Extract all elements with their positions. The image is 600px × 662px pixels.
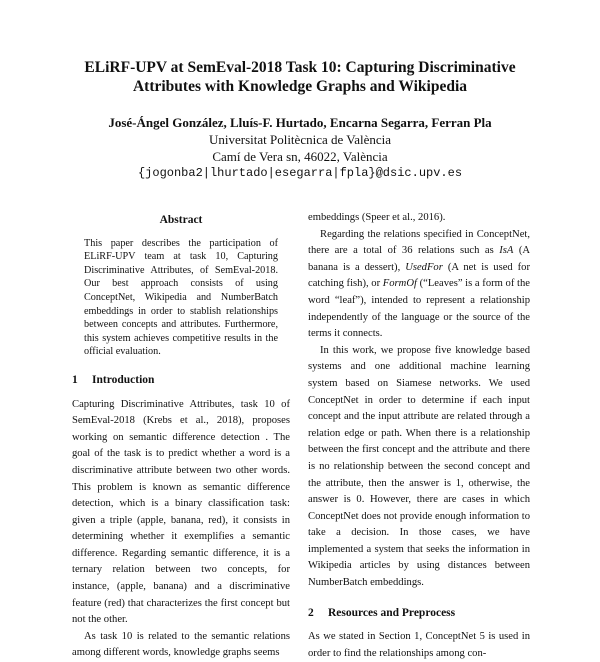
section-number: 2 (308, 606, 314, 619)
abstract-text: This paper describes the participation of ELiRF-UPV team at task 10, Capturing Discriminative Attributes, of SemEval-2018. Our best approach consists of using ConceptNet, Wikipedia and NumberBatch embeddings in order to stablish relationships between concepts and attributes. Furthermore, this system achieves competitive results in the official evaluation. (84, 237, 278, 358)
relations-text-a: Regarding the relations specified in ConceptNet, there are a total of 36 relations such as (308, 228, 530, 257)
right-paragraph-1 (308, 227, 530, 343)
relation-usedfor: UsedFor (405, 261, 443, 273)
title-line-2: Attributes with Knowledge Graphs and Wikipedia (132, 78, 468, 95)
section-number: 1 (72, 373, 78, 386)
section-title: Introduction (92, 373, 155, 386)
title-line-1: ELiRF-UPV at SemEval-2018 Task 10: Capturing Discriminative (84, 59, 516, 76)
abstract-heading: Abstract (159, 214, 203, 226)
author-names: José-Ángel González, Lluís-F. Hurtado, Encarna Segarra, Ferran Pla (108, 115, 492, 130)
paper-title (40, 58, 560, 96)
right-column (308, 210, 530, 662)
author-email: {jogonba2|lhurtado|esegarra|fpla}@dsic.upv.es (137, 166, 463, 180)
relations-text-c: (A net is used for catching fish), or (308, 261, 531, 290)
author-affiliation: Universitat Politècnica de València (208, 132, 392, 147)
author-block (40, 114, 560, 182)
section-heading-introduction (72, 372, 290, 389)
right-paragraph-2: In this work, we propose five knowledge based systems and one additional machine learning system based on Siamese networks. We used ConceptNet in order to determine if each input concept and the input attribute are related through a relation edge or path. When there is a relationship between the first concept and the attribute and there is no relationship between the second concept and the attribute, then the answer is 1, otherwise, the answer is 0. However, there are cases in which ConceptNet does not provide enough information to take a decision. In those cases, we have implemented a system that seeks the information in Wikipedia articles by using distances between NumberBatch embeddings. (308, 344, 530, 589)
relation-isa: IsA (499, 245, 514, 257)
intro-paragraph-1: Capturing Discriminative Attributes, task 10 of SemEval-2018 (Krebs et al., 2018), proposes working on semantic difference detection . The goal of the task is to predict whether a word is a discriminative attribute between two other words. This problem is known as semantic difference detection, which is a binary classification task: given a triple (apple, banana, red), it consists in determining whether it exemplifies a semantic difference. Regarding semantic difference, it is a ternary relation between two concepts, for instance, (apple, banana) and a discriminative feature (red) that characterizes the first concept but not the other. (72, 398, 290, 626)
relation-formof: FormOf (382, 278, 417, 290)
section-title: Resources and Preprocess (328, 606, 456, 619)
relations-text-b: (A banana is a dessert), (308, 245, 530, 273)
section-heading-resources (308, 605, 530, 622)
author-address: Camí de Vera sn, 46022, València (212, 149, 388, 164)
left-column (72, 210, 290, 662)
intro-paragraph-2: As task 10 is related to the semantic relations among different words, knowledge graphs seems (72, 630, 290, 659)
relations-text-d: (“Leaves” is a form of the word “leaf”), intended to represent a relationship independently of the language or the source of the terms it connects. (308, 278, 530, 340)
right-paragraph-0: embeddings (Speer et al., 2016). (308, 212, 446, 223)
resources-paragraph-1: As we stated in Section 1, ConceptNet 5 is used in order to find the relationships among con- (308, 631, 530, 659)
